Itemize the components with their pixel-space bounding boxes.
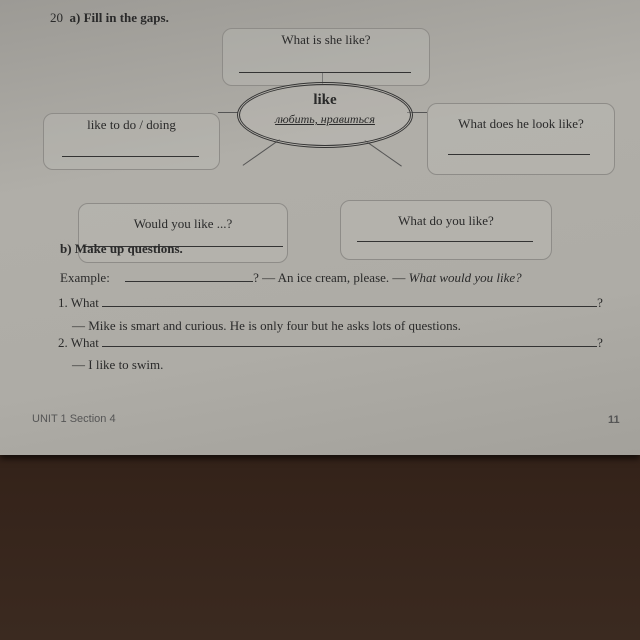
answer-blank[interactable] [239, 72, 411, 73]
question-mark: ? [597, 335, 603, 350]
example-row [60, 270, 522, 286]
answer-blank[interactable] [448, 154, 590, 155]
question-prompt: 1. What [58, 295, 99, 310]
center-translation: любить, нравиться [275, 112, 375, 126]
connector [218, 112, 238, 113]
question-prompt: 2. What [58, 335, 99, 350]
example-question: What would you like? [408, 270, 522, 285]
example-answer: ? — An ice cream, please. — [253, 270, 406, 285]
answer-blank[interactable] [62, 156, 199, 157]
connector [364, 140, 401, 167]
box-text: What does he look like? [458, 116, 584, 131]
box-text: What is she like? [281, 32, 371, 47]
answer-text: — Mike is smart and curious. He is only four but he asks lots of questions. [72, 318, 461, 333]
footer-unit: UNIT 1 Section 4 [32, 413, 116, 425]
center-word: like [313, 92, 337, 108]
connector [243, 139, 280, 166]
example-label: Example: [60, 270, 110, 285]
mindmap-box-top [222, 28, 430, 86]
box-text: like to do / doing [87, 117, 176, 132]
box-text: What do you like? [398, 213, 494, 228]
page-number: 11 [608, 414, 620, 426]
question-row-1 [58, 295, 618, 311]
mindmap-box-right [427, 103, 615, 175]
exercise-heading [50, 10, 169, 26]
question-mark: ? [597, 295, 603, 310]
answer-blank[interactable] [357, 241, 533, 242]
question-row-2 [58, 335, 618, 351]
mindmap-box-left [43, 113, 220, 170]
mindmap-box-bottom-right [340, 200, 552, 260]
exercise-number: 20 [50, 10, 63, 25]
question-blank[interactable] [102, 346, 597, 347]
answer-text: — I like to swim. [72, 357, 164, 372]
part-a-title: a) Fill in the gaps. [69, 10, 169, 25]
box-text: Would you like ...? [133, 216, 233, 231]
mindmap-center [237, 82, 413, 148]
question-blank[interactable] [102, 306, 597, 307]
part-b-title: b) Make up questions. [60, 241, 183, 256]
example-blank [125, 281, 253, 282]
